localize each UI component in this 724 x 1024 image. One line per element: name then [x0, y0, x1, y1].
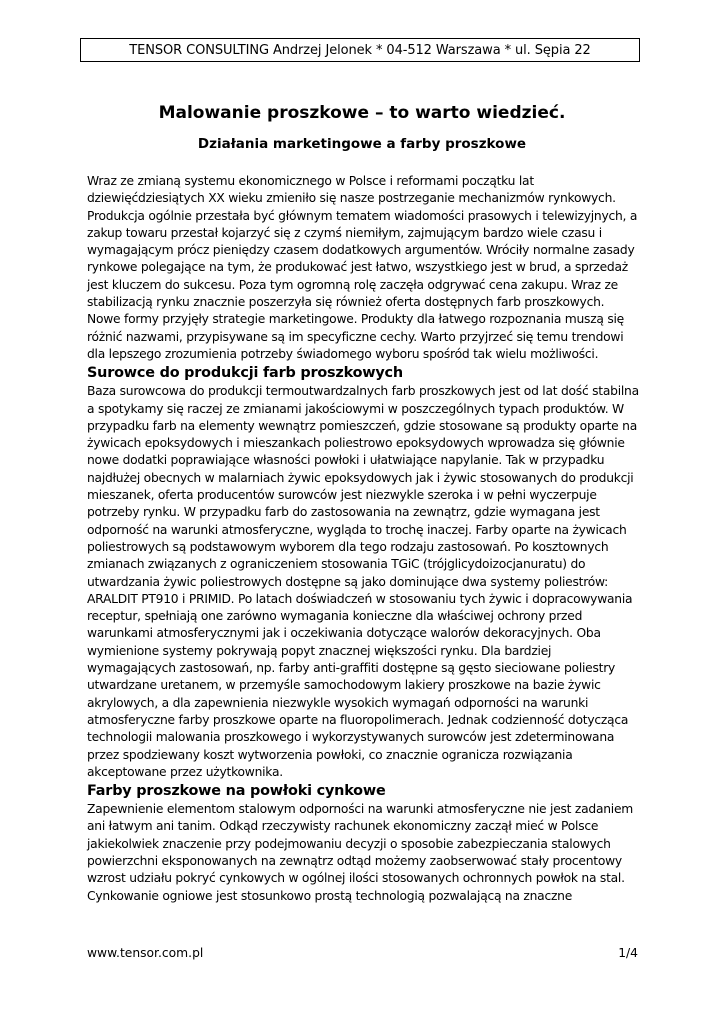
letterhead-text: TENSOR CONSULTING Andrzej Jelonek * 04-512 Warszawa * ul. Sępia 22: [129, 42, 591, 58]
section-heading-zinc-coatings: Farby proszkowe na powłoki cynkowe: [87, 783, 386, 800]
footer-url: www.tensor.com.pl: [87, 946, 204, 960]
section-heading-raw-materials: Surowce do produkcji farb proszkowych: [87, 365, 403, 382]
section-paragraph-raw-materials: Baza surowcowa do produkcji termoutwardzalnych farb proszkowych jest od lat dość stabilna a spotykamy się raczej ze zmianami jakościowymi w poszczególnych typach produktów. W przypadku farb na elementy wewnątrz pomieszczeń, gdzie stosowane są produkty oparte na żywicach epoksydowych i mieszankach poliestrowo epoksydowych wprowadza się głównie nowe dodatki poprawiające własności powłoki i ułatwiające napylanie. Tak w przypadku najdłużej obecnych w malarniach żywic epoksydowych jak i żywic stosowanych do produkcji mieszanek, oferta producentów surowców jest niezwykle szeroka i w pełni wyczerpuje potrzeby rynku. W przypadku farb do zastosowania na zewnątrz, gdzie wymagana jest odporność na warunki atmosferyczne, wygląda to trochę inaczej. Farby oparte na żywicach poliestrowych są podstawowym wyborem dla tego rodzaju zastosowań. Po kosztownych zmianach związanych z ograniczeniem stosowania TGiC (trójglicydoizocjanuratu) do utwardzania żywic poliestrowych dostępne są jako dominujące dwa systemy poliestrów: ARALDIT PT910 i PRIMID. Po latach doświadczeń w stosowaniu tych żywic i dopracowywania receptur, spełniają one zarówno wymagania konieczne dla właściwej ochrony przed warunkami atmosferycznymi jak i oczekiwania dotyczące walorów dekoracyjnych. Oba wymienione systemy pokrywają popyt znacznej większości rynku. Dla bardziej wymagających zastosowań, np. farby anti-graffiti dostępne są gęsto sieciowane poliestry utwardzane uretanem, w przemyśle samochodowym lakiery proszkowe na bazie żywic akrylowych, a dla zapewnienia niezwykle wysokich wymagań odporności na warunki atmosferyczne farby proszkowe oparte na fluoropolimerach. Jednak codzienność dotycząca technologii malowania proszkowego i wykorzystywanych surowców jest zdeterminowana przez spodziewany koszt wytworzenia powłoki, co znacznie ogranicza rozwiązania akceptowane przez użytkownika.: [87, 384, 639, 779]
document-body: [87, 173, 639, 905]
letterhead: [80, 38, 640, 62]
page-number: 1/4: [618, 946, 638, 960]
intro-paragraph: Wraz ze zmianą systemu ekonomicznego w Polsce i reformami początku lat dziewięćdziesiątych XX wieku zmieniło się nasze postrzeganie mechanizmów rynkowych. Produkcja ogólnie przestała być głównym tematem wiadomości prasowych i telewizyjnych, a zakup towaru przestał kojarzyć się z czymś niemiłym, zajmującym bardzo wiele czasu i wymagającym prócz pieniędzy czasem dodatkowych argumentów. Wróciły normalne zasady rynkowe polegające na tym, że produkować jest łatwo, wszystkiego jest w brud, a sprzedaż jest kluczem do sukcesu. Poza tym ogromną rolę zaczęła odgrywać cena zakupu. Wraz ze stabilizacją rynku znacznie poszerzyła się również oferta dostępnych farb proszkowych. Nowe formy przyjęły strategie marketingowe. Produkty dla łatwego rozpoznania muszą się różnić nazwami, przypisywane są im specyficzne cechy. Warto przyjrzeć się temu trendowi dla lepszego zrozumienia potrzeby świadomego wyboru spośród tak wielu możliwości.: [87, 174, 638, 361]
document-subtitle: Działania marketingowe a farby proszkowe: [197, 136, 527, 152]
section-paragraph-zinc-coatings: Zapewnienie elementom stalowym odporności na warunki atmosferyczne nie jest zadaniem ani łatwym ani tanim. Odkąd rzeczywisty rachunek ekonomiczny zaczął mieć w Polsce jakiekolwiek znaczenie przy podejmowaniu decyzji o sposobie zabezpieczania stalowych powierzchni eksponowanych na zewnątrz odtąd możemy zaobserwować stały procentowy wzrost udziału pokryć cynkowych w ogólnej ilości stosowanych ochronnych powłok na stal. Cynkowanie ogniowe jest stosunkowo prostą technologią pozwalającą na znaczne: [87, 802, 633, 903]
document-title: Malowanie proszkowe – to warto wiedzieć.: [158, 103, 566, 123]
